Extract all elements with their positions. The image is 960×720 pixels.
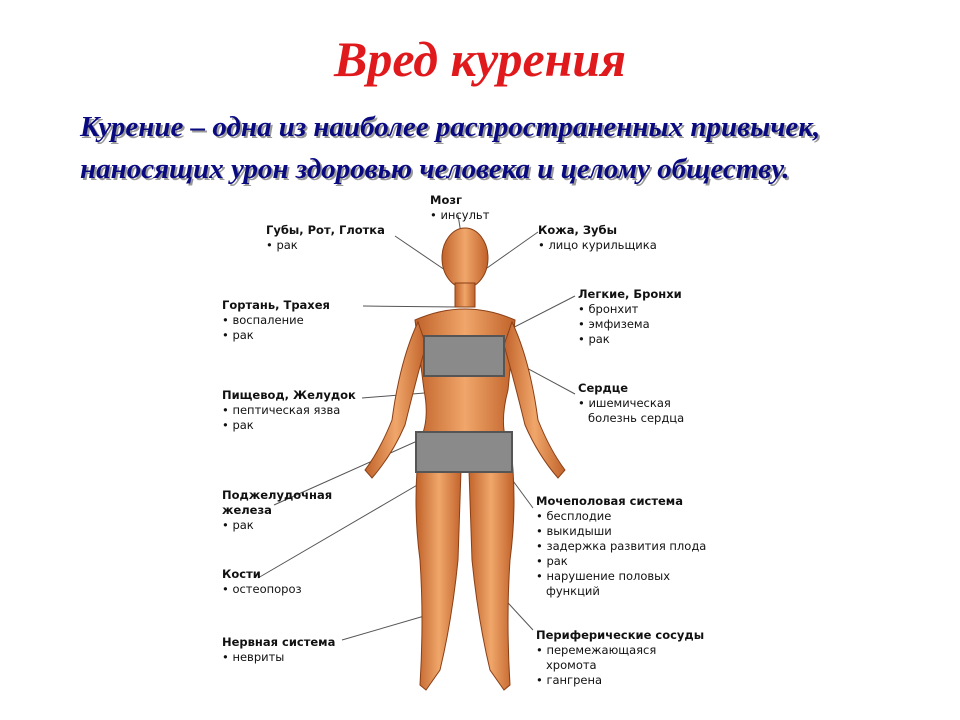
repro-item-2: • выкидыши bbox=[536, 524, 706, 539]
stomach-item-1: • пептическая язва bbox=[222, 403, 356, 418]
repro-item-5: • нарушение половых bbox=[536, 569, 706, 584]
leader-lips bbox=[395, 236, 445, 270]
label-skin bbox=[538, 223, 657, 253]
bones-item: • остеопороз bbox=[222, 582, 302, 597]
repro-item-3: • задержка развития плода bbox=[536, 539, 706, 554]
neck bbox=[455, 283, 475, 307]
vessels-item-cont: хромота bbox=[546, 658, 597, 672]
lips-item: • рак bbox=[266, 238, 385, 253]
lungs-item-3: • рак bbox=[578, 332, 682, 347]
lungs-item-1: • бронхит bbox=[578, 302, 682, 317]
label-nerves bbox=[222, 635, 335, 665]
label-stomach bbox=[222, 388, 356, 433]
larynx-item-1: • воспаление bbox=[222, 313, 330, 328]
skin-heading: Кожа, Зубы bbox=[538, 223, 617, 237]
censor-box-hips bbox=[416, 432, 512, 472]
repro-item-1: • бесплодие bbox=[536, 509, 706, 524]
label-larynx bbox=[222, 298, 330, 343]
label-pancreas bbox=[222, 488, 332, 533]
label-heart bbox=[578, 381, 684, 426]
lungs-item-2: • эмфизема bbox=[578, 317, 682, 332]
label-brain bbox=[430, 193, 489, 223]
nerves-item: • невриты bbox=[222, 650, 335, 665]
brain-heading: Мозг bbox=[430, 193, 463, 207]
bones-heading: Кости bbox=[222, 567, 261, 581]
right-arm bbox=[504, 322, 565, 478]
pancreas-heading-2: железа bbox=[222, 503, 272, 517]
leader-skin bbox=[487, 232, 538, 268]
subtitle-line-2: наносящих урон здоровью человека и целому обществу. bbox=[80, 153, 790, 185]
repro-heading: Мочеполовая система bbox=[536, 494, 683, 508]
repro-item-4: • рак bbox=[536, 554, 706, 569]
label-repro bbox=[536, 494, 706, 599]
label-vessels bbox=[536, 628, 704, 688]
nerves-heading: Нервная система bbox=[222, 635, 336, 649]
right-leg bbox=[468, 440, 514, 690]
vessels-heading: Периферические сосуды bbox=[536, 628, 705, 642]
vessels-item-1: • перемежающаяся bbox=[536, 643, 704, 658]
pancreas-heading-1: Поджелудочная bbox=[222, 488, 333, 502]
head bbox=[442, 228, 488, 288]
larynx-heading: Гортань, Трахея bbox=[222, 298, 330, 312]
repro-item-cont: функций bbox=[546, 584, 600, 598]
larynx-item-2: • рак bbox=[222, 328, 330, 343]
label-bones bbox=[222, 567, 302, 597]
vessels-item-2: • гангрена bbox=[536, 673, 704, 688]
label-lips bbox=[266, 223, 385, 253]
stomach-item-2: • рак bbox=[222, 418, 356, 433]
pancreas-item: • рак bbox=[222, 518, 332, 533]
censor-box-chest bbox=[424, 336, 504, 376]
leader-larynx bbox=[363, 306, 458, 307]
brain-item: • инсульт bbox=[430, 208, 489, 223]
lips-heading: Губы, Рот, Глотка bbox=[266, 223, 385, 237]
subtitle-line-1: Курение – одна из наиболее распространенных привычек, bbox=[80, 111, 821, 143]
heart-item: • ишемическая bbox=[578, 396, 684, 411]
stomach-heading: Пищевод, Желудок bbox=[222, 388, 356, 402]
skin-item: • лицо курильщика bbox=[538, 238, 657, 253]
lungs-heading: Легкие, Бронхи bbox=[578, 287, 682, 301]
slide-title: Вред курения bbox=[334, 31, 626, 87]
label-lungs bbox=[578, 287, 682, 347]
heart-item-cont: болезнь сердца bbox=[588, 411, 685, 425]
left-leg bbox=[416, 440, 462, 690]
heart-heading: Сердце bbox=[578, 381, 629, 395]
